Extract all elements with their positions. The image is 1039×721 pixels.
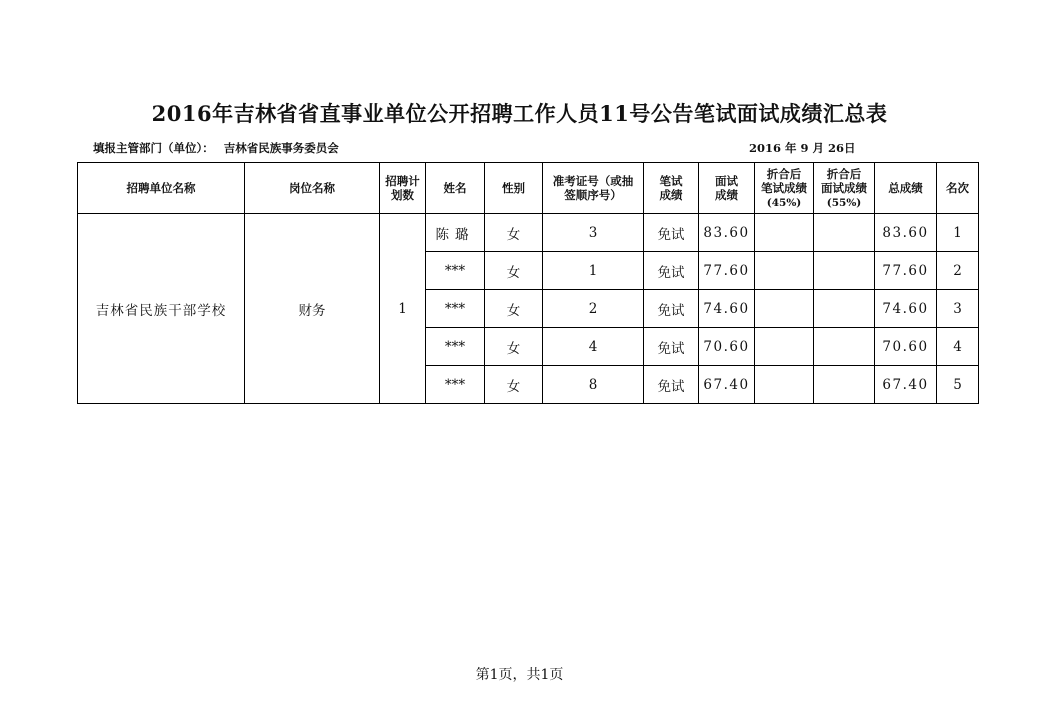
header-interview (699, 163, 755, 214)
header-written-line1: 笔试 (659, 174, 683, 188)
cell-written-converted (755, 366, 814, 404)
cell-interview-converted (814, 252, 875, 290)
score-summary-table (77, 162, 979, 404)
header-rank: 名次 (937, 163, 979, 214)
cell-name: *** (426, 366, 485, 404)
header-interview-converted (814, 163, 875, 214)
cell-ticket: 2 (543, 290, 644, 328)
cell-total: 74.60 (875, 290, 937, 328)
cell-written: 免试 (644, 252, 699, 290)
header-wconv-line3: (45%) (766, 196, 802, 209)
cell-total: 70.60 (875, 328, 937, 366)
cell-ticket: 8 (543, 366, 644, 404)
cell-written: 免试 (644, 366, 699, 404)
table-header-row (78, 163, 979, 214)
page-footer: 第1页，共1页 (475, 667, 564, 683)
cell-interview: 83.60 (699, 214, 755, 252)
header-written-line2: 成绩 (659, 188, 683, 202)
cell-interview-converted (814, 214, 875, 252)
cell-interview: 67.40 (699, 366, 755, 404)
header-unit: 招聘单位名称 (78, 163, 245, 214)
header-wconv-line1: 折合后 (766, 166, 802, 181)
cell-gender: 女 (485, 214, 543, 252)
table-row (78, 214, 979, 252)
header-gender: 性别 (485, 163, 543, 214)
header-ticket-line1: 准考证号（或抽 (552, 174, 634, 188)
cell-interview-converted (814, 290, 875, 328)
header-plan-line1: 招聘计 (385, 174, 420, 188)
header-iconv-line2: 面试成绩 (821, 180, 867, 195)
cell-name: 陈璐 (426, 214, 485, 252)
cell-name: *** (426, 290, 485, 328)
header-plan (380, 163, 426, 214)
cell-written-converted (755, 328, 814, 366)
cell-rank: 3 (937, 290, 979, 328)
header-written-converted (755, 163, 814, 214)
cell-interview: 77.60 (699, 252, 755, 290)
cell-interview-converted (814, 328, 875, 366)
cell-gender: 女 (485, 366, 543, 404)
header-total: 总成绩 (875, 163, 937, 214)
cell-total: 67.40 (875, 366, 937, 404)
cell-interview-converted (814, 366, 875, 404)
cell-ticket: 1 (543, 252, 644, 290)
cell-total: 77.60 (875, 252, 937, 290)
cell-written-converted (755, 252, 814, 290)
cell-gender: 女 (485, 252, 543, 290)
cell-plan: 1 (380, 214, 426, 404)
cell-ticket: 4 (543, 328, 644, 366)
header-plan-line2: 划数 (391, 188, 414, 202)
cell-unit: 吉林省民族干部学校 (78, 214, 245, 404)
cell-position: 财务 (245, 214, 380, 404)
cell-written: 免试 (644, 328, 699, 366)
header-ticket (543, 163, 644, 214)
header-interview-line1: 面试 (715, 174, 738, 188)
header-iconv-line1: 折合后 (826, 166, 862, 181)
reporting-department (93, 140, 339, 156)
header-ticket-line2: 签顺序号） (564, 188, 622, 202)
cell-rank: 5 (937, 366, 979, 404)
cell-written: 免试 (644, 290, 699, 328)
cell-gender: 女 (485, 290, 543, 328)
cell-rank: 4 (937, 328, 979, 366)
cell-interview: 74.60 (699, 290, 755, 328)
header-iconv-line3: (55%) (826, 196, 862, 209)
cell-ticket: 3 (543, 214, 644, 252)
cell-written: 免试 (644, 214, 699, 252)
cell-interview: 70.60 (699, 328, 755, 366)
header-position: 岗位名称 (245, 163, 380, 214)
cell-written-converted (755, 290, 814, 328)
department-value: 吉林省民族事务委员会 (223, 141, 339, 155)
header-wconv-line2: 笔试成绩 (761, 180, 807, 195)
cell-written-converted (755, 214, 814, 252)
cell-name: *** (426, 252, 485, 290)
header-written (644, 163, 699, 214)
cell-total: 83.60 (875, 214, 937, 252)
report-date: 2016 年 9 月 26日 (749, 141, 856, 155)
cell-gender: 女 (485, 328, 543, 366)
department-label: 填报主管部门（单位）： (93, 141, 214, 155)
cell-name: *** (426, 328, 485, 366)
header-interview-line2: 成绩 (715, 188, 738, 202)
cell-rank: 2 (937, 252, 979, 290)
cell-rank: 1 (937, 214, 979, 252)
header-name: 姓名 (426, 163, 485, 214)
page-title: 2016年吉林省省直事业单位公开招聘工作人员11号公告笔试面试成绩汇总表 (151, 101, 888, 126)
